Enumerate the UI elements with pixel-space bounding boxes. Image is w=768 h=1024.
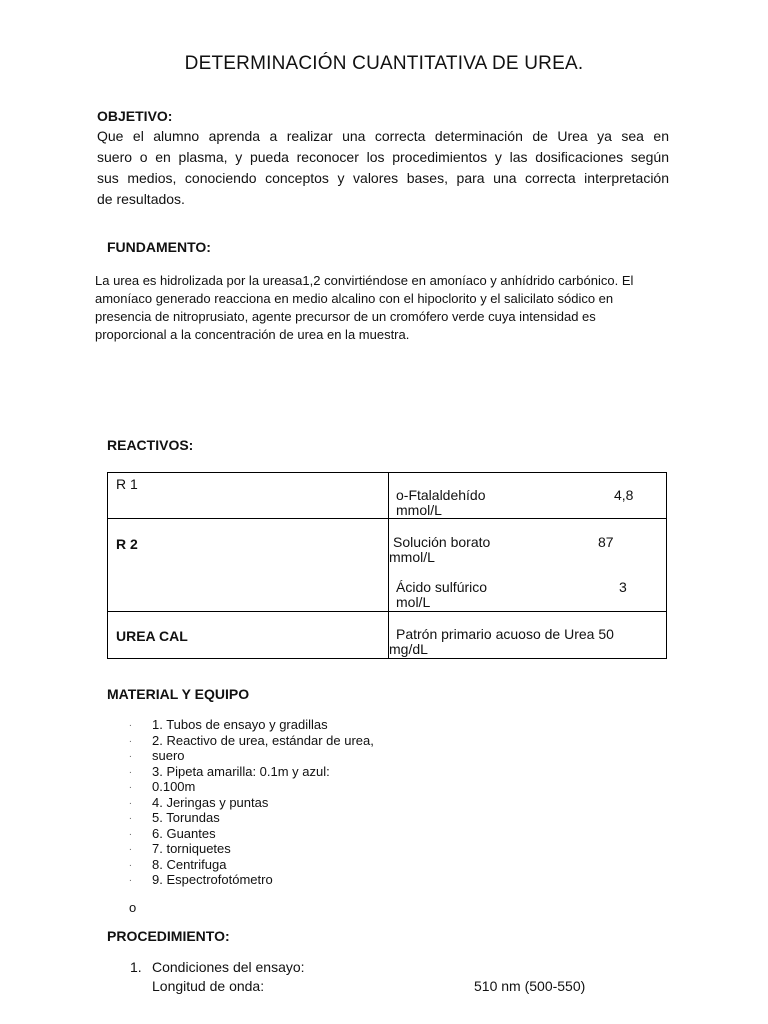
reagent-name: R 2	[116, 536, 138, 552]
reagent-label: Patrón primario acuoso de Urea 50	[396, 626, 614, 642]
list-item	[107, 779, 427, 795]
objetivo-heading: OBJETIVO:	[97, 108, 173, 124]
bullet: .	[129, 826, 132, 838]
list-item	[107, 857, 427, 873]
material-heading: MATERIAL Y EQUIPO	[107, 686, 250, 702]
step-title: Condiciones del ensayo:	[152, 959, 305, 975]
table-row	[108, 519, 667, 612]
bullet: .	[129, 780, 132, 791]
reagent-unit: mol/L	[396, 594, 431, 610]
step-number: 1.	[130, 959, 142, 975]
reagent-name: R 1	[116, 476, 138, 492]
bullet: .	[129, 811, 132, 822]
reagent-unit: mg/dL	[389, 641, 428, 657]
reagent-name-cell	[108, 473, 389, 519]
list-item	[107, 810, 427, 826]
list-item	[107, 733, 427, 749]
list-item	[107, 872, 427, 888]
list-item	[107, 717, 427, 733]
list-item	[107, 764, 427, 780]
list-item-text: 3. Pipeta amarilla: 0.1m y azul:	[152, 763, 330, 779]
reagent-value: 87	[598, 534, 614, 550]
bullet: .	[129, 857, 132, 869]
reagent-name: UREA CAL	[116, 628, 188, 644]
reagent-label: Ácido sulfúrico	[396, 579, 488, 595]
reactivos-table	[107, 472, 667, 659]
bullet: .	[129, 718, 132, 729]
bullet: .	[129, 733, 132, 745]
material-list	[107, 717, 427, 888]
param-label: Longitud de onda:	[152, 978, 265, 994]
empty-bullet: o	[129, 900, 137, 915]
bullet: .	[129, 749, 132, 760]
list-item-text: 4. Jeringas y puntas	[152, 794, 269, 810]
procedimiento-heading: PROCEDIMIENTO:	[107, 928, 230, 944]
list-item-text: 0.100m	[152, 779, 196, 794]
fundamento-line: proporcional a la concentración de urea en la muestra.	[95, 327, 410, 342]
fundamento-heading: FUNDAMENTO:	[107, 239, 211, 255]
document-title: DETERMINACIÓN CUANTITATIVA DE UREA.	[184, 53, 584, 74]
objetivo-line: Que el alumno aprenda a realizar una correcta determinación de Urea ya sea en	[97, 128, 669, 144]
table-row	[108, 473, 667, 519]
list-item-text: 6. Guantes	[152, 825, 216, 841]
reagent-label: Solución borato	[393, 534, 491, 550]
reagent-value: 4,8	[614, 487, 634, 503]
reactivos-heading: REACTIVOS:	[107, 437, 194, 453]
bullet: .	[129, 764, 132, 776]
objetivo-paragraph	[97, 126, 669, 210]
reagent-unit: mmol/L	[396, 502, 442, 518]
list-item	[107, 795, 427, 811]
list-item-text: 5. Torundas	[152, 810, 220, 825]
reagent-value: 3	[619, 579, 627, 595]
list-item-text: 1. Tubos de ensayo y gradillas	[152, 717, 328, 732]
reagent-name-cell	[108, 612, 389, 659]
list-item-text: 7. torniquetes	[152, 841, 231, 856]
bullet: .	[129, 795, 132, 807]
objetivo-line: suero o en plasma, y pueda reconocer los procedimientos y las dosificaciones según	[97, 149, 669, 165]
bullet: .	[129, 873, 132, 884]
objetivo-line: sus medios, conociendo conceptos y valores bases, para una correcta interpretación	[97, 170, 669, 186]
list-item	[107, 826, 427, 842]
fundamento-line: La urea es hidrolizada por la ureasa1,2 convirtiéndose en amoníaco y anhídrido carbónico. El	[95, 273, 634, 288]
list-item-text: 2. Reactivo de urea, estándar de urea,	[152, 732, 374, 748]
list-item-text: 8. Centrifuga	[152, 856, 227, 872]
param-value: 510 nm (500-550)	[474, 978, 586, 994]
fundamento-line: amoníaco generado reacciona en medio alcalino con el hipoclorito y el salicilato sódico en	[95, 291, 614, 306]
reagent-name-cell	[108, 519, 389, 612]
list-item	[107, 748, 427, 764]
reagent-label: o-Ftalaldehído	[396, 487, 486, 503]
reagent-unit: mmol/L	[389, 549, 435, 565]
list-item-text: 9. Espectrofotómetro	[152, 872, 273, 887]
reagent-detail-cell	[389, 473, 667, 519]
fundamento-paragraph	[95, 272, 670, 344]
list-item	[107, 841, 427, 857]
table-row	[108, 612, 667, 659]
bullet: .	[129, 842, 132, 853]
objetivo-line: de resultados.	[97, 191, 185, 207]
fundamento-line: presencia de nitroprusiato, agente precursor de un cromófero verde cuya intensidad es	[95, 309, 596, 324]
reagent-detail-cell	[389, 519, 667, 612]
list-item-text: suero	[152, 748, 185, 763]
reagent-detail-cell	[389, 612, 667, 659]
